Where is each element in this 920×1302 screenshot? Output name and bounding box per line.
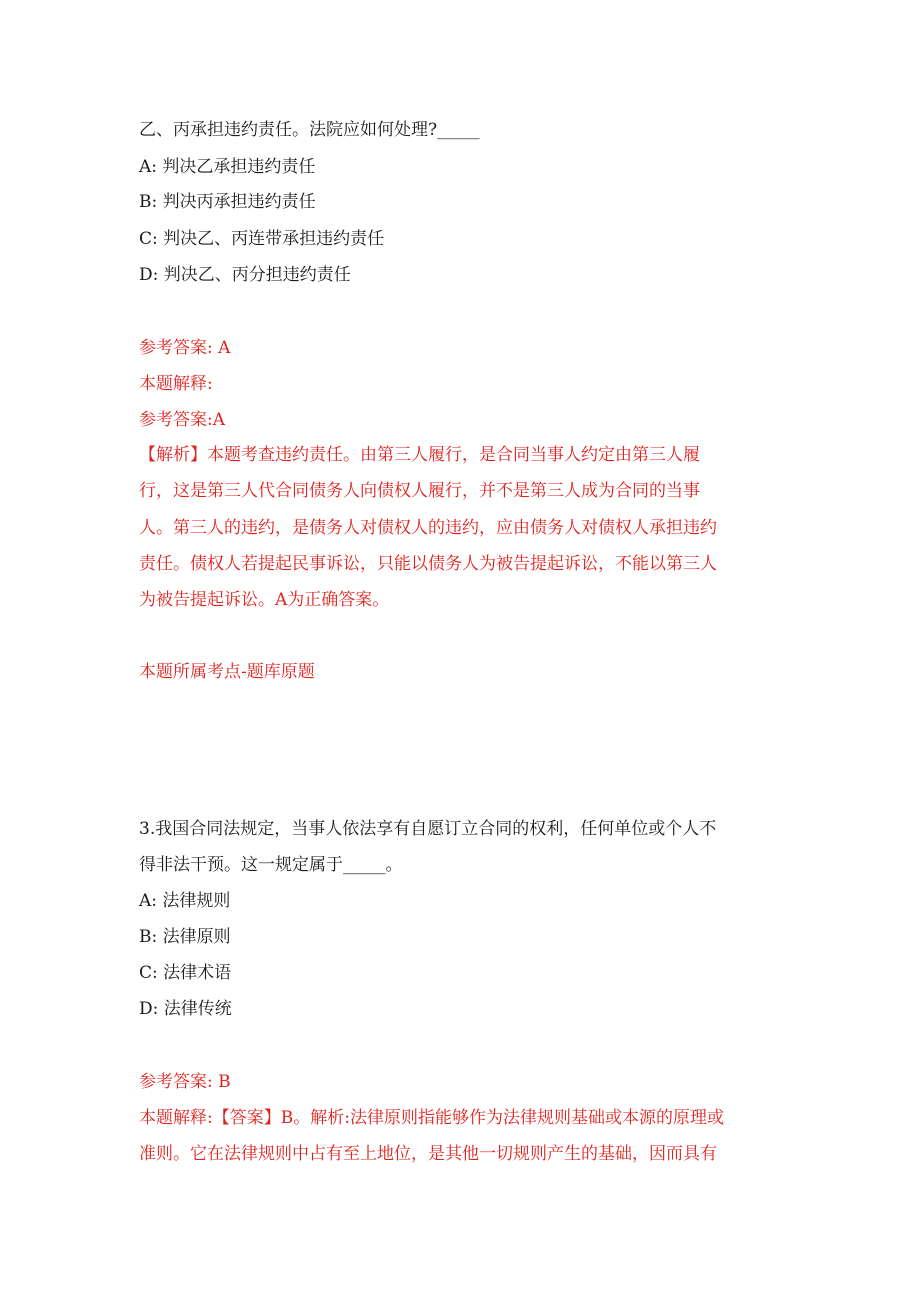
- question-2-option-c: C: 判决乙、丙连带承担违约责任: [139, 229, 385, 249]
- question-2-analysis-line: 责任。债权人若提起民事诉讼，只能以债务人为被告提起诉讼，不能以第三人: [139, 554, 717, 574]
- question-3-explain-line: 准则。它在法律规则中占有至上地位，是其他一切规则产生的基础，因而具有: [139, 1144, 717, 1164]
- question-2-analysis-line: 为被告提起诉讼。A为正确答案。: [139, 590, 390, 610]
- question-3-stem-line: 得非法干预。这一规定属于_____。: [139, 855, 403, 875]
- question-2-answer: 参考答案: A: [139, 338, 231, 358]
- question-2-explain-label: 本题解释:: [139, 374, 213, 394]
- question-3-stem-line: 3.我国合同法规定，当事人依法享有自愿订立合同的权利，任何单位或个人不: [139, 819, 717, 839]
- question-2-stem: 乙、丙承担违约责任。法院应如何处理?_____: [139, 120, 480, 140]
- question-2-option-d: D: 判决乙、丙分担违约责任: [139, 265, 351, 285]
- question-2-analysis-line: 人。第三人的违约，是债务人对债权人的违约，应由债务人对债权人承担违约: [139, 518, 717, 538]
- question-2-topic: 本题所属考点-题库原题: [139, 662, 315, 682]
- question-2-analysis-line: 【解析】本题考查违约责任。由第三人履行，是合同当事人约定由第三人履: [139, 445, 700, 465]
- question-2-option-a: A: 判决乙承担违约责任: [139, 157, 316, 177]
- question-3-option-d: D: 法律传统: [139, 999, 232, 1019]
- question-3-answer: 参考答案: B: [139, 1072, 231, 1092]
- question-2-answer-repeat: 参考答案:A: [139, 410, 226, 430]
- question-3-option-a: A: 法律规则: [139, 891, 231, 911]
- question-3-option-c: C: 法律术语: [139, 963, 232, 983]
- question-2-option-b: B: 判决丙承担违约责任: [139, 192, 316, 212]
- question-3-explain-line: 本题解释:【答案】B。解析:法律原则指能够作为法律规则基础或本源的原理或: [139, 1108, 724, 1128]
- question-2-analysis-line: 行，这是第三人代合同债务人向债权人履行，并不是第三人成为合同的当事: [139, 481, 700, 501]
- question-3-option-b: B: 法律原则: [139, 927, 231, 947]
